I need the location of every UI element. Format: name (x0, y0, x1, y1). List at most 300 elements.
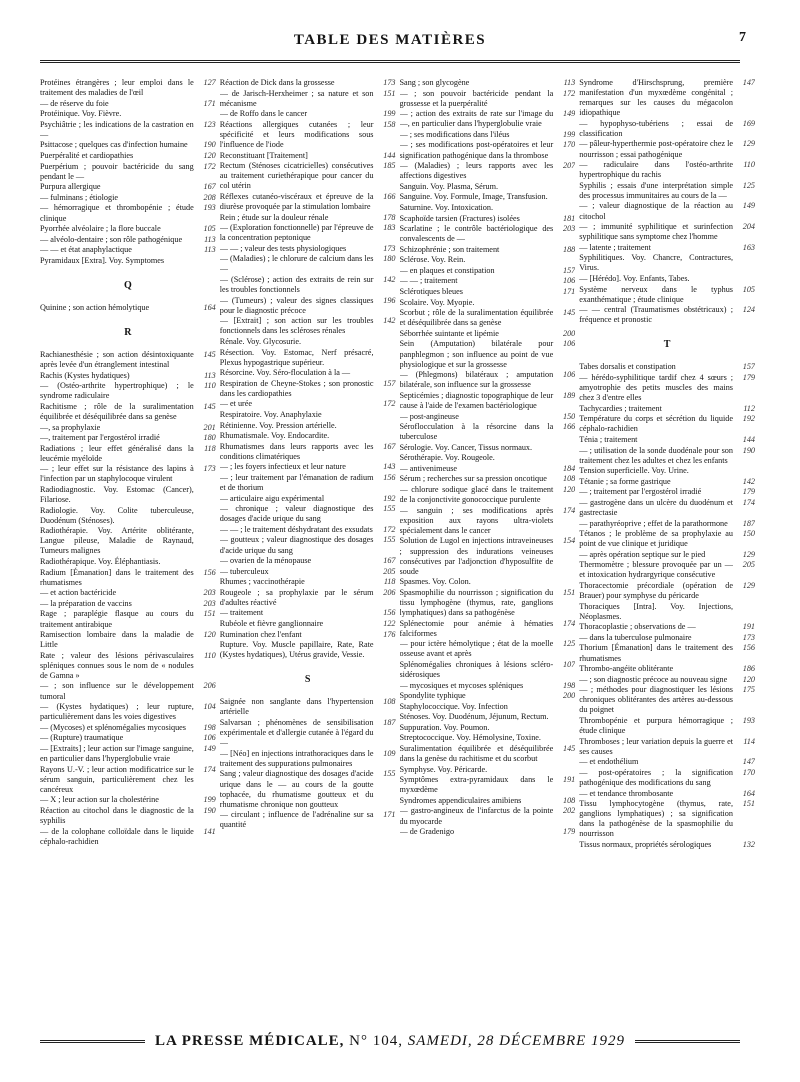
entry-page: 203 (203, 598, 216, 608)
entry-text: Thromboses ; leur variation depuis la guerre et ses causes (579, 736, 733, 756)
entry-text: Radiations ; leur effet généralisé dans la leucémie myéloïde (40, 443, 194, 463)
index-entry (400, 339, 576, 369)
entry-text: Tissu lymphocytogène (thymus, rate, ganglions lymphatiques) ; sa signification dans la pathogénèse de la spasmophilie du nourrisson (579, 799, 733, 839)
entry-page: 113 (563, 78, 576, 87)
entry-text: Syphilitiques. Voy. Chancre, Contractures, Virus. (579, 253, 733, 273)
index-entry (579, 119, 755, 139)
entry-text: — de réserve du foie (40, 98, 109, 108)
index-entry (400, 712, 576, 722)
entry-page: 193 (742, 716, 755, 726)
index-entry (400, 723, 576, 733)
index-entry (579, 622, 755, 632)
index-entry (220, 213, 396, 223)
entry-text: — traitement (219, 608, 264, 618)
index-entry (400, 660, 576, 680)
entry-page: 166 (562, 422, 576, 432)
entry-page: 157 (562, 265, 576, 275)
entry-text: Rupture. Voy. Muscle papillaire, Rate, Rate (Kystes hydatiques), Utérus gravide, Vessie. (219, 640, 374, 660)
index-entry (579, 466, 755, 476)
entry-text: —, traitement par l'ergostérol irradié (40, 433, 160, 443)
entry-page: 110 (204, 381, 216, 391)
entry-page: 167 (383, 556, 396, 566)
index-entry (220, 120, 396, 150)
entry-page: 173 (203, 464, 216, 474)
entry-text: Sanguine. Voy. Formule, Image, Transfusion. (399, 192, 548, 202)
entry-text: Scaphoïde tarsien (Fractures) isolées (399, 213, 520, 223)
entry-text: — ; les foyers infectieux et leur nature (219, 462, 346, 472)
entry-text: Psittacose ; quelques cas d'infection humaine (40, 140, 188, 150)
entry-page: 112 (743, 403, 755, 413)
entry-page: 145 (562, 744, 576, 753)
entry-page: 188 (562, 244, 576, 254)
index-entry (579, 643, 755, 663)
index-entry (220, 89, 396, 109)
entry-page: 201 (203, 422, 216, 432)
entry-text: Ténia ; traitement (579, 434, 638, 444)
entry-text: Rhumes ; vaccinothérapie (219, 577, 305, 587)
entry-page: 149 (562, 109, 576, 119)
entry-text: — hémorragique et thrombopénie ; étude clinique (40, 203, 194, 223)
entry-text: — — central (Traumatismes obstétricaux) ; fréquence et pronostic (579, 305, 733, 325)
index-entry (40, 681, 216, 701)
index-entry (40, 203, 216, 223)
entry-page: 166 (383, 191, 396, 201)
entry-page: 199 (383, 109, 396, 119)
entry-page: 207 (562, 161, 576, 171)
entry-text: — (Sclérose) ; action des extraits de rein sur les troubles fonctionnels (219, 274, 374, 295)
entry-text: Thoracoplastie ; observations de — (579, 622, 696, 632)
index-entry (40, 827, 216, 847)
index-entry (220, 399, 396, 409)
entry-page: 105 (742, 284, 755, 294)
index-entry (579, 222, 755, 242)
entry-text: Radiothérapie. Voy. Artérite oblitérante, Langue pileuse, Maladie de Raynaud, Tumeurs malignes (40, 526, 194, 556)
entry-page: 109 (383, 748, 396, 758)
entry-text: — hérédo-syphilitique tardif chez 4 sœurs ; amyotrophie des petits muscles des mains chez 3 d'entre elles (579, 372, 733, 403)
entry-text: Température du corps et sécrétion du liquide céphalo-rachidien (579, 414, 733, 434)
index-entry (220, 192, 396, 212)
entry-page: 179 (742, 487, 755, 497)
entry-page: 173 (383, 78, 396, 87)
entry-text: Sérothérapie. Voy. Rougeole. (399, 453, 495, 463)
index-entry (40, 630, 216, 650)
entry-text: — — et état anaphylactique (40, 245, 132, 255)
entry-text: Réflexes cutanéo-viscéraux et épreuve de la diurèse provoquée par la stimulation lombaire (219, 191, 374, 211)
entry-text: — gastro-angineux de l'infarctus de la pointe du myocarde (399, 806, 554, 826)
entry-page: 180 (203, 433, 216, 443)
index-entry (400, 370, 576, 390)
page-header (40, 28, 746, 64)
entry-text: Scarlatine ; le contrôle bactériologique des convalescents de — (399, 224, 554, 244)
entry-text: — pour ictère hémolytique ; état de la moelle osseuse avant et après (399, 639, 554, 659)
entry-text: — (Mycoses) et splénomégalies mycosiques (40, 722, 186, 732)
index-entry (400, 474, 576, 484)
entry-text: — — ; valeur des tests physiologiques (219, 243, 347, 253)
index-entry (220, 504, 396, 524)
entry-text: — (Maladies) ; le chlorure de calcium dans les — (219, 254, 374, 274)
issue-number: N° 104, (349, 1032, 404, 1049)
entry-text: Psychiâtrie ; les indications de la castration en — (40, 119, 194, 139)
entry-text: — (Phlegmons) bilatéraux ; amputation bilatérale, son influence sur la grossesse (399, 370, 554, 390)
index-entry (40, 568, 216, 588)
entry-page: 147 (742, 757, 755, 767)
entry-text: — et tendance thrombosante (579, 788, 674, 798)
entry-text: — en plaques et constipation (399, 265, 495, 275)
entry-page: 127 (203, 78, 216, 87)
entry-text: Suralimentation équilibrée et déséquilibrée dans la genèse du rachitisme et du scorbut (399, 744, 554, 764)
index-entry (220, 577, 396, 587)
entry-text: Rein ; étude sur la douleur rénale (219, 212, 329, 222)
entry-text: Rumination chez l'enfant (219, 629, 302, 639)
entry-text: Rate ; valeur des lésions périvasculaires spléniques connues sous le nom de « nodules de Gamna » (40, 650, 194, 680)
entry-page: 164 (203, 302, 216, 312)
index-entry (220, 608, 396, 618)
entry-text: Streptococcique. Voy. Hémolysine, Toxine. (399, 733, 541, 743)
entry-text: Respiration de Cheyne-Stokes ; son pronostic dans les cardiopathies (219, 378, 374, 398)
index-entry (400, 412, 576, 422)
index-entry (40, 371, 216, 381)
entry-text: Rectum (Sténoses cicatricielles) consécutives au traitement curiethérapique pour cancer du col utérin (219, 161, 374, 191)
entry-page: 147 (742, 78, 755, 87)
index-entry (579, 633, 755, 643)
entry-page: 120 (742, 674, 755, 684)
entry-page: 142 (383, 274, 396, 284)
entry-text: — alvéolo-dentaire ; son rôle pathogénique (40, 234, 183, 244)
index-entry (400, 827, 576, 837)
index-entry (400, 287, 576, 297)
entry-page: 145 (203, 401, 216, 411)
index-entry (579, 498, 755, 518)
entry-text: Symphyse. Voy. Péricarde. (399, 764, 488, 774)
index-entry (40, 350, 216, 370)
index-entry (579, 446, 755, 466)
entry-text: Thermomètre ; blessure provoquée par un — et intoxication hydrargyrique consécutive (579, 560, 733, 580)
index-entry (400, 182, 576, 192)
index-entry (579, 181, 755, 201)
entry-page: 203 (203, 588, 216, 598)
index-entry (579, 362, 755, 372)
entry-text: — de Roffo dans le cancer (219, 109, 308, 119)
index-entry (40, 162, 216, 182)
entry-page: 129 (742, 549, 755, 559)
index-entry (400, 796, 576, 806)
index-entry (220, 769, 396, 809)
entry-page: 172 (562, 88, 576, 98)
entry-page: 114 (743, 736, 755, 746)
entry-text: Splénomégalies chroniques à lésions scléro-sidérosiques (399, 659, 554, 679)
entry-page: 199 (562, 129, 576, 139)
index-entry (400, 308, 576, 328)
entry-text: Sérum ; recherches sur sa pression oncotique (399, 474, 547, 484)
entry-page: 204 (742, 222, 755, 232)
entry-page: 122 (383, 619, 396, 629)
index-entry (220, 337, 396, 347)
index-entry (579, 529, 755, 549)
index-entry (400, 577, 576, 587)
entry-text: — dans la tuberculose pulmonaire (579, 632, 692, 642)
index-entry (579, 519, 755, 529)
entry-page: 202 (562, 806, 576, 816)
entry-text: Rachis (Kystes hydatiques) (40, 370, 130, 380)
index-entry (40, 224, 216, 234)
entry-page: 120 (562, 485, 576, 495)
index-entry (579, 716, 755, 736)
entry-page: 192 (383, 493, 396, 503)
index-entry (40, 182, 216, 192)
index-column (400, 78, 576, 1013)
index-entry (220, 462, 396, 472)
index-entry (40, 485, 216, 505)
index-entry (40, 151, 216, 161)
entry-page: 108 (562, 474, 576, 484)
entry-page: 190 (742, 445, 755, 455)
index-entry (579, 560, 755, 580)
index-entry (400, 214, 576, 224)
index-entry (40, 109, 216, 119)
entry-text: — latente ; traitement (579, 242, 651, 252)
entry-text: — mycosiques et mycoses spléniques (399, 680, 524, 690)
index-entry (40, 464, 216, 484)
entry-text: —, sa prophylaxie (40, 422, 101, 432)
index-entry (40, 120, 216, 140)
entry-text: Quinine ; son action hémolytique (40, 302, 150, 312)
entry-page: 187 (742, 518, 755, 528)
index-entry (400, 806, 576, 826)
index-entry (579, 737, 755, 757)
index-entry (400, 298, 576, 308)
index-entry (220, 556, 396, 566)
index-entry (400, 329, 576, 339)
issue-date: SAMEDI, 28 DÉCEMBRE 1929 (407, 1032, 626, 1049)
entry-text: Ramisection lombaire dans la maladie de Little (40, 630, 194, 650)
entry-text: Sténoses. Voy. Duodénum, Jéjunum, Rectum. (399, 712, 549, 722)
entry-page: 193 (203, 203, 216, 213)
entry-text: Radiodiagnostic. Voy. Estomac (Cancer), Filariose. (40, 485, 194, 505)
index-entry (400, 744, 576, 764)
index-entry (220, 473, 396, 493)
index-entry (400, 775, 576, 795)
index-entry (40, 433, 216, 443)
index-entry (220, 316, 396, 336)
entry-text: — parathyréoprive ; effet de la parathormone (579, 518, 728, 528)
entry-text: Tissus normaux, propriétés sérologiques (579, 839, 712, 849)
entry-page: 198 (562, 680, 576, 690)
section-letter: R (124, 326, 132, 338)
entry-text: Syndromes appendiculaires amibiens (399, 795, 522, 805)
entry-page: 200 (562, 328, 576, 338)
entry-text: — et action bactéricide (40, 588, 117, 598)
entry-text: — de Gradenigo (399, 827, 455, 837)
index-entry (220, 275, 396, 295)
entry-text: Solution de Lugol en injections intraveineuses ; suppression des indurations veineuses consécutives par l'adjonction d'hyposulfite de soude (399, 536, 554, 576)
entry-page: 110 (743, 160, 755, 170)
index-entry (579, 757, 755, 767)
entry-text: Système nerveux dans le typhus exanthématique ; étude clinique (579, 284, 733, 304)
entry-text: — la préparation de vaccins (40, 598, 132, 608)
entry-page: 172 (383, 399, 396, 409)
entry-text: Radium [Émanation] dans le traitement des rhumatismes (40, 567, 194, 587)
entry-text: Rougeole ; sa prophylaxie par le sérum d'adultes réactivé (219, 587, 374, 607)
entry-text: Protéinique. Voy. Fièvre. (40, 109, 122, 119)
entry-page: 171 (203, 98, 216, 108)
entry-page: 157 (742, 362, 755, 372)
entry-page: 190 (203, 805, 216, 815)
entry-text: — ; leur effet sur la résistance des lapins à l'infection par un staphylocoque virulent (40, 464, 194, 484)
entry-page: 205 (742, 560, 755, 570)
index-entry (40, 702, 216, 722)
index-entry (400, 536, 576, 576)
entry-page: 203 (562, 224, 576, 234)
index-entry (220, 348, 396, 368)
entry-text: Résection. Voy. Estomac, Nerf présacré, Plexus hypogastrique supérieur. (219, 347, 374, 367)
entry-page: 124 (742, 305, 755, 315)
entry-text: Sclérotiques bleues (399, 287, 463, 297)
index-entry (400, 78, 576, 88)
entry-page: 167 (383, 441, 396, 451)
index-entry (220, 421, 396, 431)
entry-text: Puerpérium ; pouvoir bactéricide du sang pendant le — (40, 161, 194, 181)
footer-rule-left (40, 1040, 145, 1043)
index-entry (220, 431, 396, 441)
entry-page: 167 (203, 182, 216, 192)
index-entry (40, 588, 216, 598)
index-entry (579, 768, 755, 788)
entry-text: Spasmophilie du nourrisson ; signification du tissu lymphogène (thymus, rate, ganglions lymphatiques) dans sa pathogénèse (399, 587, 554, 617)
index-entry (400, 702, 576, 712)
entry-text: — tuberculeux (219, 566, 269, 576)
entry-text: — circulant ; influence de l'adrénaline sur sa quantité (219, 810, 374, 830)
entry-text: Réactions allergiques cutanées ; leur spécificité et leurs modifications sous l'influence de l'iode (219, 119, 374, 149)
journal-name: LA PRESSE MÉDICALE, (154, 1032, 345, 1049)
entry-page: 106 (203, 733, 216, 743)
index-entry (400, 130, 576, 140)
entry-text: — ; son diagnostic précoce au nouveau signe (579, 674, 728, 684)
index-entry (40, 423, 216, 433)
entry-text: — (Maladies) ; leurs rapports avec les affections digestives (399, 161, 554, 181)
index-entry (579, 414, 755, 434)
entry-page: 106 (562, 276, 576, 286)
entry-page: 206 (383, 587, 396, 597)
entry-text: Séborrhée suintante et lipémie (399, 328, 499, 338)
entry-text: Tétanos ; le problème de sa prophylaxie au point de vue clinique et juridique (579, 529, 733, 549)
entry-text: Scorbut ; rôle de la suralimentation équilibrée et déséquilibrée dans sa genèse (399, 308, 554, 328)
entry-text: Rachitisme ; rôle de la suralimentation équilibrée et déséquilibrée dans sa genèse (40, 401, 194, 421)
entry-text: — ; ses modifications dans l'iléus (399, 129, 510, 139)
entry-page: 156 (383, 608, 396, 618)
entry-text: — ; utilisation de la sonde duodénale pour son traitement chez les adultes et chez les enfants (579, 445, 733, 465)
entry-page: 107 (562, 659, 576, 669)
entry-text: — (Tumeurs) ; valeur des signes classiques pour le diagnostic précoce (219, 295, 374, 315)
index-entry (400, 681, 576, 691)
entry-page: 163 (742, 242, 755, 252)
entry-page: 178 (383, 212, 396, 222)
index-entry (40, 256, 216, 266)
entry-page: 151 (383, 88, 396, 98)
entry-page: 176 (383, 629, 396, 639)
entry-page: 170 (742, 767, 755, 777)
entry-page: 113 (204, 370, 216, 380)
entry-text: — chlorure sodique glacé dans le traitement de la conjonctivite gonococcique purulente (399, 485, 554, 505)
entry-text: — (Rupture) traumatique (40, 733, 124, 743)
index-entry (220, 640, 396, 660)
entry-page: 129 (742, 139, 755, 149)
index-entry (579, 243, 755, 253)
index-entry (220, 535, 396, 555)
entry-text: Puerpéralité et cardiopathies (40, 151, 134, 161)
entry-text: Sang ; valeur diagnostique des dosages d'acide urique dans le — au cours de la goutte tophacée, du rhumatisme goutteux et du rhumatisme chronique non goutteux (219, 769, 374, 809)
entry-text: Séroflocculation à la résorcine dans la tuberculose (399, 422, 554, 442)
page-title: TABLE DES MATIÈRES (293, 32, 487, 48)
entry-page: 156 (742, 643, 755, 653)
index-entry (40, 381, 216, 401)
entry-page: 144 (742, 434, 755, 444)
entry-page: 108 (383, 697, 396, 707)
entry-page: 169 (742, 118, 755, 128)
entry-text: — X ; leur action sur la cholestérine (40, 795, 159, 805)
entry-text: — — ; le traitement déshydratant des exsudats (219, 524, 373, 534)
entry-page: 149 (742, 201, 755, 211)
index-entry (579, 274, 755, 284)
index-entry (579, 285, 755, 305)
entry-text: — ; immunité syphilitique et surinfection syphilitique sans symptome chez l'homme (579, 222, 733, 242)
index-entry (40, 235, 216, 245)
entry-page: 154 (562, 536, 576, 546)
entry-page: 104 (203, 702, 216, 712)
index-entry (40, 526, 216, 556)
entry-text: Sclérose. Voy. Rein. (399, 255, 466, 265)
index-entry (579, 789, 755, 799)
index-entry (40, 245, 216, 255)
entry-text: Sérologie. Voy. Cancer, Tissus normaux. (399, 442, 533, 452)
index-entry (40, 744, 216, 764)
index-entry (400, 255, 576, 265)
entry-page: 205 (383, 566, 396, 576)
entry-text: — hypophyso-tubériens ; essai de classification (579, 118, 733, 138)
index-entry (400, 192, 576, 202)
footer-rule-right (635, 1040, 740, 1043)
section-letter: S (304, 674, 311, 686)
entry-text: — (Exploration fonctionnelle) par l'épreuve de la concentration peptonique (219, 223, 374, 243)
entry-page: 187 (383, 718, 396, 728)
index-entry (579, 477, 755, 487)
index-entry (400, 464, 576, 474)
index-entry (220, 442, 396, 462)
index-entry (220, 296, 396, 316)
entry-page: 175 (742, 685, 755, 695)
index-entry (579, 201, 755, 221)
index-entry (400, 765, 576, 775)
index-entry (579, 373, 755, 403)
index-entry (40, 765, 216, 795)
entry-page: 191 (562, 775, 576, 785)
entry-text: Suppuration. Voy. Poumon. (399, 722, 490, 732)
entry-text: Staphylococcique. Voy. Infection (399, 701, 508, 711)
index-entry (400, 161, 576, 181)
entry-page: 199 (203, 795, 216, 805)
entry-page: 174 (562, 618, 576, 628)
index-entry (40, 609, 216, 629)
index-entry (579, 840, 755, 850)
index-entry (40, 806, 216, 826)
index-entry (220, 810, 396, 830)
entry-text: — ; traitement par l'ergostérol irradié (579, 487, 702, 497)
entry-text: Rage ; paraplégie flasque au cours du traitement antirabique (40, 609, 194, 629)
entry-text: Radiologie. Voy. Colite tuberculeuse, Duodénum (Sténoses). (40, 505, 194, 525)
entry-text: — ; leur traitement par l'émanation de radium et de thorium (219, 472, 374, 493)
entry-text: Résorcine. Voy. Séro-floculation à la — (219, 368, 351, 378)
entry-text: — ; méthodes pour diagnostiquer les lésions chroniques oblitérantes des artères au-dessous du poignet (579, 685, 733, 715)
index-entry (220, 379, 396, 399)
